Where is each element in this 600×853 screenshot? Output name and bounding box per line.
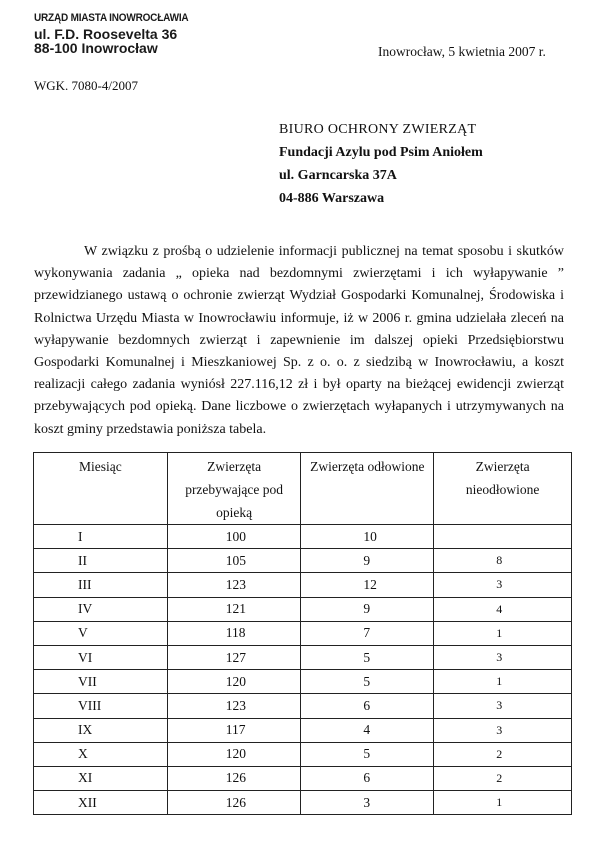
recipient-address (279, 118, 483, 210)
stamp-line-city: 88-100 Inowrocław (34, 40, 158, 57)
cell-under-care: 127 (167, 645, 301, 669)
cell-caught: 5 (301, 742, 434, 766)
table-row (34, 742, 572, 766)
table-row (34, 791, 572, 815)
cell-caught: 6 (301, 766, 434, 790)
table-row (34, 573, 572, 597)
cell-not-caught: 3 (434, 645, 572, 669)
cell-under-care: 117 (167, 718, 301, 742)
cell-under-care: 100 (167, 525, 301, 549)
stamp-line-office: URZĄD MIASTA INOWROCŁAWIA (34, 12, 189, 25)
cell-not-caught: 3 (434, 573, 572, 597)
cell-under-care: 126 (167, 766, 301, 790)
cell-not-caught: 2 (434, 766, 572, 790)
cell-caught: 6 (301, 694, 434, 718)
table-row (34, 597, 572, 621)
header-not-caught: Zwierzęta nieodłowione (434, 453, 572, 525)
cell-under-care: 126 (167, 791, 301, 815)
cell-month: VII (34, 670, 168, 694)
cell-caught: 9 (301, 597, 434, 621)
table-row (34, 670, 572, 694)
cell-under-care: 121 (167, 597, 301, 621)
cell-month: VI (34, 645, 168, 669)
cell-not-caught: 1 (434, 670, 572, 694)
animals-table (33, 452, 572, 815)
cell-month: I (34, 525, 168, 549)
cell-caught: 5 (301, 645, 434, 669)
cell-not-caught: 1 (434, 621, 572, 645)
cell-caught: 4 (301, 718, 434, 742)
cell-under-care: 105 (167, 549, 301, 573)
cell-not-caught: 4 (434, 597, 572, 621)
recipient-line-3: ul. Garncarska 37A (279, 168, 397, 183)
cell-not-caught: 3 (434, 694, 572, 718)
cell-not-caught (434, 525, 572, 549)
cell-month: IX (34, 718, 168, 742)
table-row (34, 549, 572, 573)
table-row (34, 645, 572, 669)
recipient-line-4: 04-886 Warszawa (279, 191, 385, 206)
cell-month: III (34, 573, 168, 597)
letter-date: Inowrocław, 5 kwietnia 2007 r. (378, 44, 546, 59)
cell-not-caught: 3 (434, 718, 572, 742)
table-row (34, 766, 572, 790)
cell-not-caught: 8 (434, 549, 572, 573)
cell-under-care: 123 (167, 573, 301, 597)
table-header-row (34, 453, 572, 525)
cell-caught: 3 (301, 791, 434, 815)
cell-caught: 7 (301, 621, 434, 645)
header-under-care: Zwierzęta przebywające pod opieką (167, 453, 301, 525)
table-row (34, 525, 572, 549)
cell-month: XII (34, 791, 168, 815)
cell-month: XI (34, 766, 168, 790)
cell-under-care: 120 (167, 670, 301, 694)
cell-month: V (34, 621, 168, 645)
header-caught: Zwierzęta odłowione (301, 453, 434, 525)
cell-month: VIII (34, 694, 168, 718)
cell-not-caught: 2 (434, 742, 572, 766)
table-row (34, 621, 572, 645)
recipient-line-2: Fundacji Azylu pod Psim Aniołem (279, 145, 483, 160)
cell-month: II (34, 549, 168, 573)
table-row (34, 694, 572, 718)
recipient-line-1: BIURO OCHRONY ZWIERZĄT (279, 122, 477, 137)
cell-under-care: 120 (167, 742, 301, 766)
stamp-line-street: ul. F.D. Roosevelta 36 (34, 25, 178, 42)
cell-caught: 5 (301, 670, 434, 694)
cell-caught: 12 (301, 573, 434, 597)
cell-not-caught: 1 (434, 791, 572, 815)
cell-under-care: 123 (167, 694, 301, 718)
reference-number: WGK. 7080-4/2007 (34, 78, 138, 93)
table-row (34, 718, 572, 742)
cell-month: IV (34, 597, 168, 621)
cell-under-care: 118 (167, 621, 301, 645)
letter-body: W związku z prośbą o udzielenie informacji publicznej na temat sposobu i skutków wykonywania zadania „ opieka nad bezdomnymi zwierzętami i ich wyłapywanie ” przewidzianego ustawą o ochronie zwierząt Wydział Gospodarki Komunalnej, Środowiska i Rolnictwa Urzędu Miasta w Inowrocławiu informuje, iż w 2006 r. gmina udzielała zleceń na wyłapywanie bezdomnych zwierząt i zapewnienie im dalszej opieki Przedsiębiorstwu Gospodarki Komunalnej i Mieszkaniowej Sp. z o. o. z siedzibą w Inowrocławiu, a koszt realizacji całego zadania wyniósł 227.116,12 zł i był oparty na bieżącej ewidencji zwierząt przebywających pod opieką. Dane liczbowe o zwierzętach wyłapanych i utrzymywanych na koszt gminy przedstawia poniższa tabela. (34, 244, 564, 437)
cell-caught: 9 (301, 549, 434, 573)
cell-month: X (34, 742, 168, 766)
header-month: Miesiąc (34, 453, 168, 525)
office-stamp (34, 14, 188, 56)
cell-caught: 10 (301, 525, 434, 549)
